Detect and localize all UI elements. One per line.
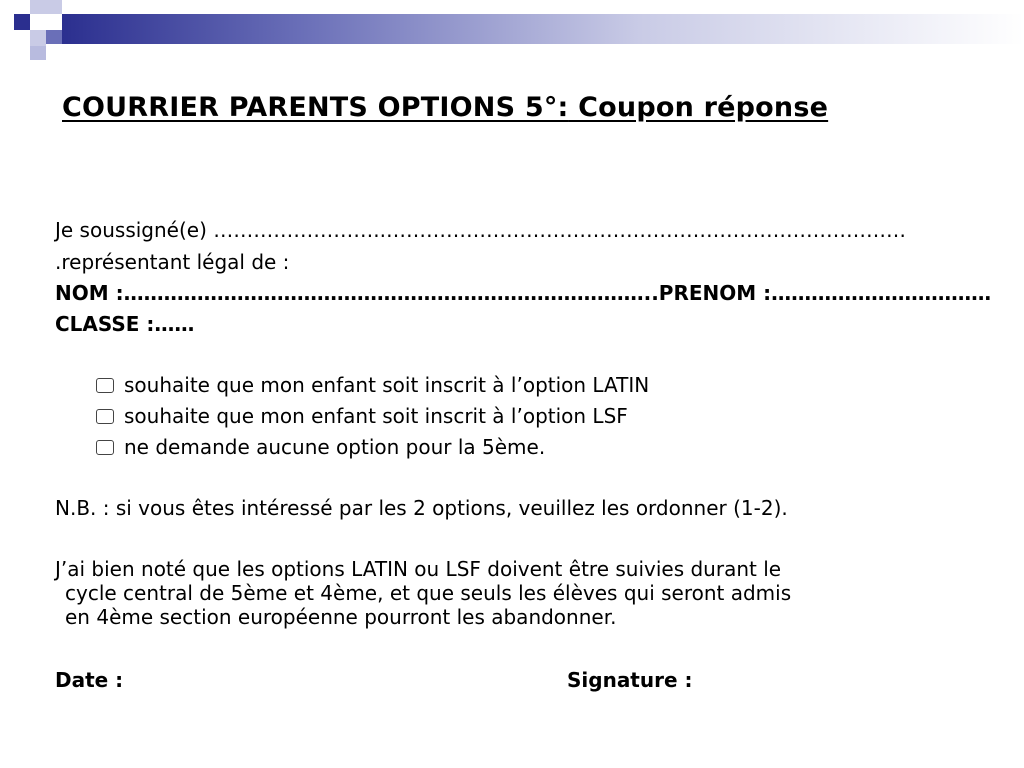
signature-label: Signature : (567, 668, 693, 692)
classe-line: CLASSE :…… (55, 312, 195, 336)
header-gradient-bar (62, 14, 1024, 44)
deco-square (46, 0, 62, 14)
deco-square (14, 14, 30, 30)
checkbox-icon[interactable] (96, 440, 114, 455)
option-none[interactable] (96, 435, 545, 459)
acknowledgement-line-1: J’ai bien noté que les options LATIN ou LSF doivent être suivies durant le (55, 557, 782, 581)
option-lsf[interactable] (96, 404, 628, 428)
deco-square (30, 30, 46, 46)
acknowledgement-line-2: cycle central de 5ème et 4ème, et que seuls les élèves qui seront admis (65, 581, 792, 605)
title-sub: Coupon réponse (568, 92, 829, 123)
deco-square (30, 46, 46, 60)
deco-square (46, 30, 62, 44)
page-title (62, 92, 978, 123)
soussigne-line: Je soussigné(e) ……………………..…………………………………………………………………… (55, 218, 906, 242)
checkbox-icon[interactable] (96, 409, 114, 424)
acknowledgement-paragraph (55, 557, 955, 629)
header-decoration (0, 0, 1024, 70)
nb-note: N.B. : si vous êtes intéressé par les 2 options, veuillez les ordonner (1-2). (55, 496, 788, 520)
date-label: Date : (55, 668, 124, 692)
deco-square (30, 0, 46, 14)
option-latin[interactable] (96, 373, 649, 397)
acknowledgement-line-3: en 4ème section européenne pourront les abandonner. (65, 605, 617, 629)
representant-line: .représentant légal de : (55, 250, 290, 274)
option-label: ne demande aucune option pour la 5ème. (124, 435, 546, 459)
option-label: souhaite que mon enfant soit inscrit à l’option LATIN (124, 373, 650, 397)
checkbox-icon[interactable] (96, 378, 114, 393)
nom-prenom-line: NOM :……………………………………………………………………..PRENOM :…………………………… (55, 281, 992, 305)
option-label: souhaite que mon enfant soit inscrit à l’option LSF (124, 404, 628, 428)
title-main: COURRIER PARENTS OPTIONS 5°: (62, 92, 569, 123)
